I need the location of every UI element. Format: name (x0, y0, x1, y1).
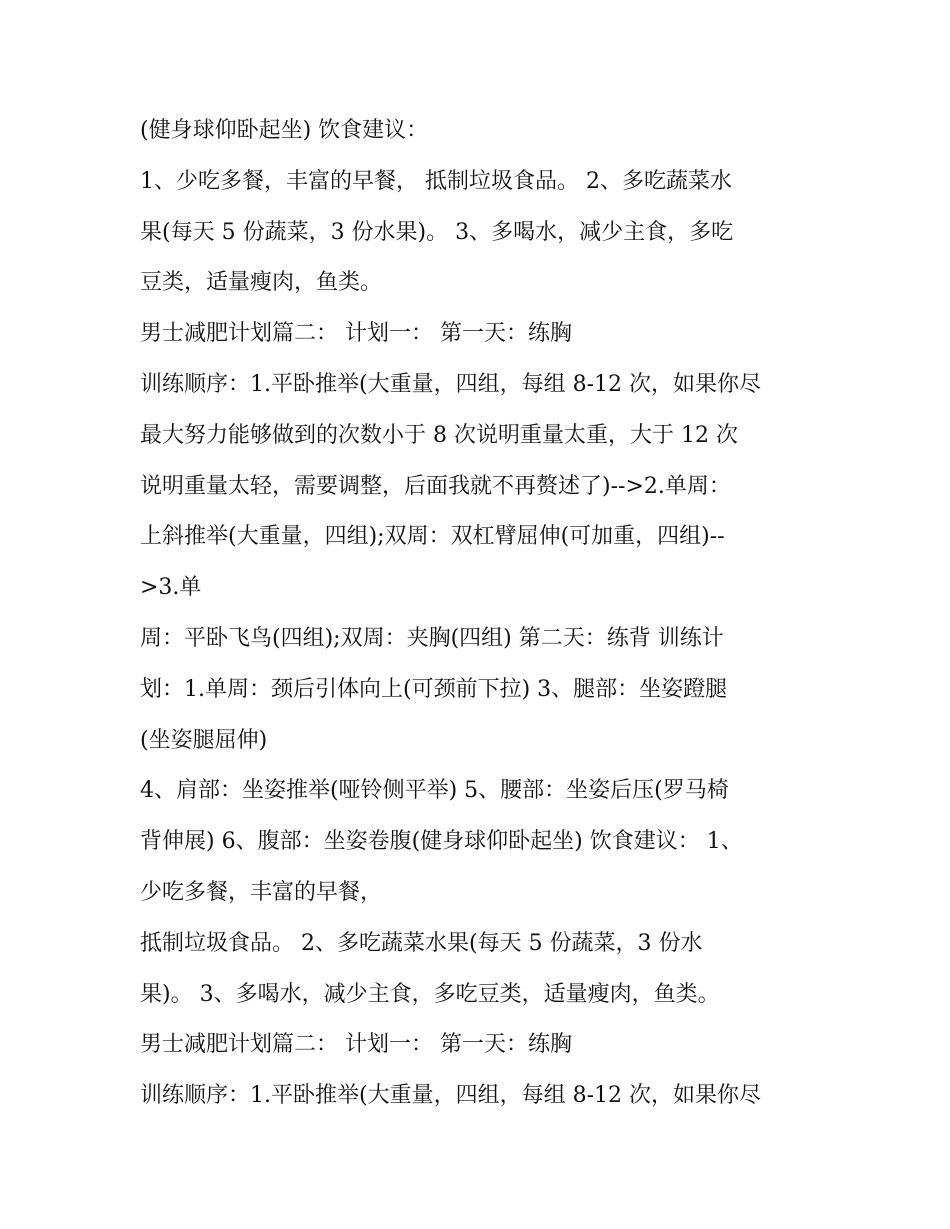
text-line: 豆类，适量瘦肉，鱼类。 (140, 270, 383, 296)
text-line: 抵制垃圾食品。 2、多吃蔬菜水果(每天 5 份蔬菜，3 份水 (140, 930, 703, 956)
text-line: 果(每天 5 份蔬菜，3 份水果)。 3、多喝水，减少主食，多吃 (140, 219, 734, 245)
text-line: (健身球仰卧起坐) 饮食建议： (140, 118, 429, 143)
text-line: 背伸展) 6、腹部：坐姿卷腹(健身球仰卧起坐) 饮食建议： 1、 (140, 829, 743, 855)
text-line: 男士减肥计划篇二： 计划一： 第一天：练胸 (140, 321, 572, 347)
text-line: 4、肩部：坐姿推举(哑铃侧平举) 5、腰部：坐姿后压(罗马椅 (140, 778, 729, 804)
text-line: 划：1.单周：颈后引体向上(可颈前下拉) 3、腿部：坐姿蹬腿 (140, 676, 728, 702)
text-line: (坐姿腿屈伸) (140, 727, 268, 753)
document-body (140, 112, 830, 1128)
text-line: 1、少吃多餐，丰富的早餐， 抵制垃圾食品。 2、多吃蔬菜水 (140, 168, 732, 194)
text-line: 果)。 3、多喝水，减少主食，多吃豆类，适量瘦肉，鱼类。 (140, 981, 720, 1007)
text-line: 少吃多餐，丰富的早餐， (140, 879, 383, 905)
text-line: 周：平卧飞鸟(四组);双周：夹胸(四组) 第二天：练背 训练计 (140, 625, 724, 651)
text-line: 训练顺序：1.平卧推举(大重量，四组，每组 8-12 次，如果你尽 (140, 371, 761, 397)
text-line: 上斜推举(大重量，四组);双周：双杠臂屈伸(可加重，四组)-- (140, 524, 725, 550)
text-line: 说明重量太轻，需要调整，后面我就不再赘述了)-->2.单周： (140, 473, 731, 499)
text-line: 男士减肥计划篇二： 计划一： 第一天：练胸 (140, 1032, 572, 1058)
text-line: 最大努力能够做到的次数小于 8 次说明重量太重，大于 12 次 (140, 422, 738, 448)
text-line: 训练顺序：1.平卧推举(大重量，四组，每组 8-12 次，如果你尽 (140, 1083, 761, 1109)
text-line: >3.单 (140, 575, 202, 601)
